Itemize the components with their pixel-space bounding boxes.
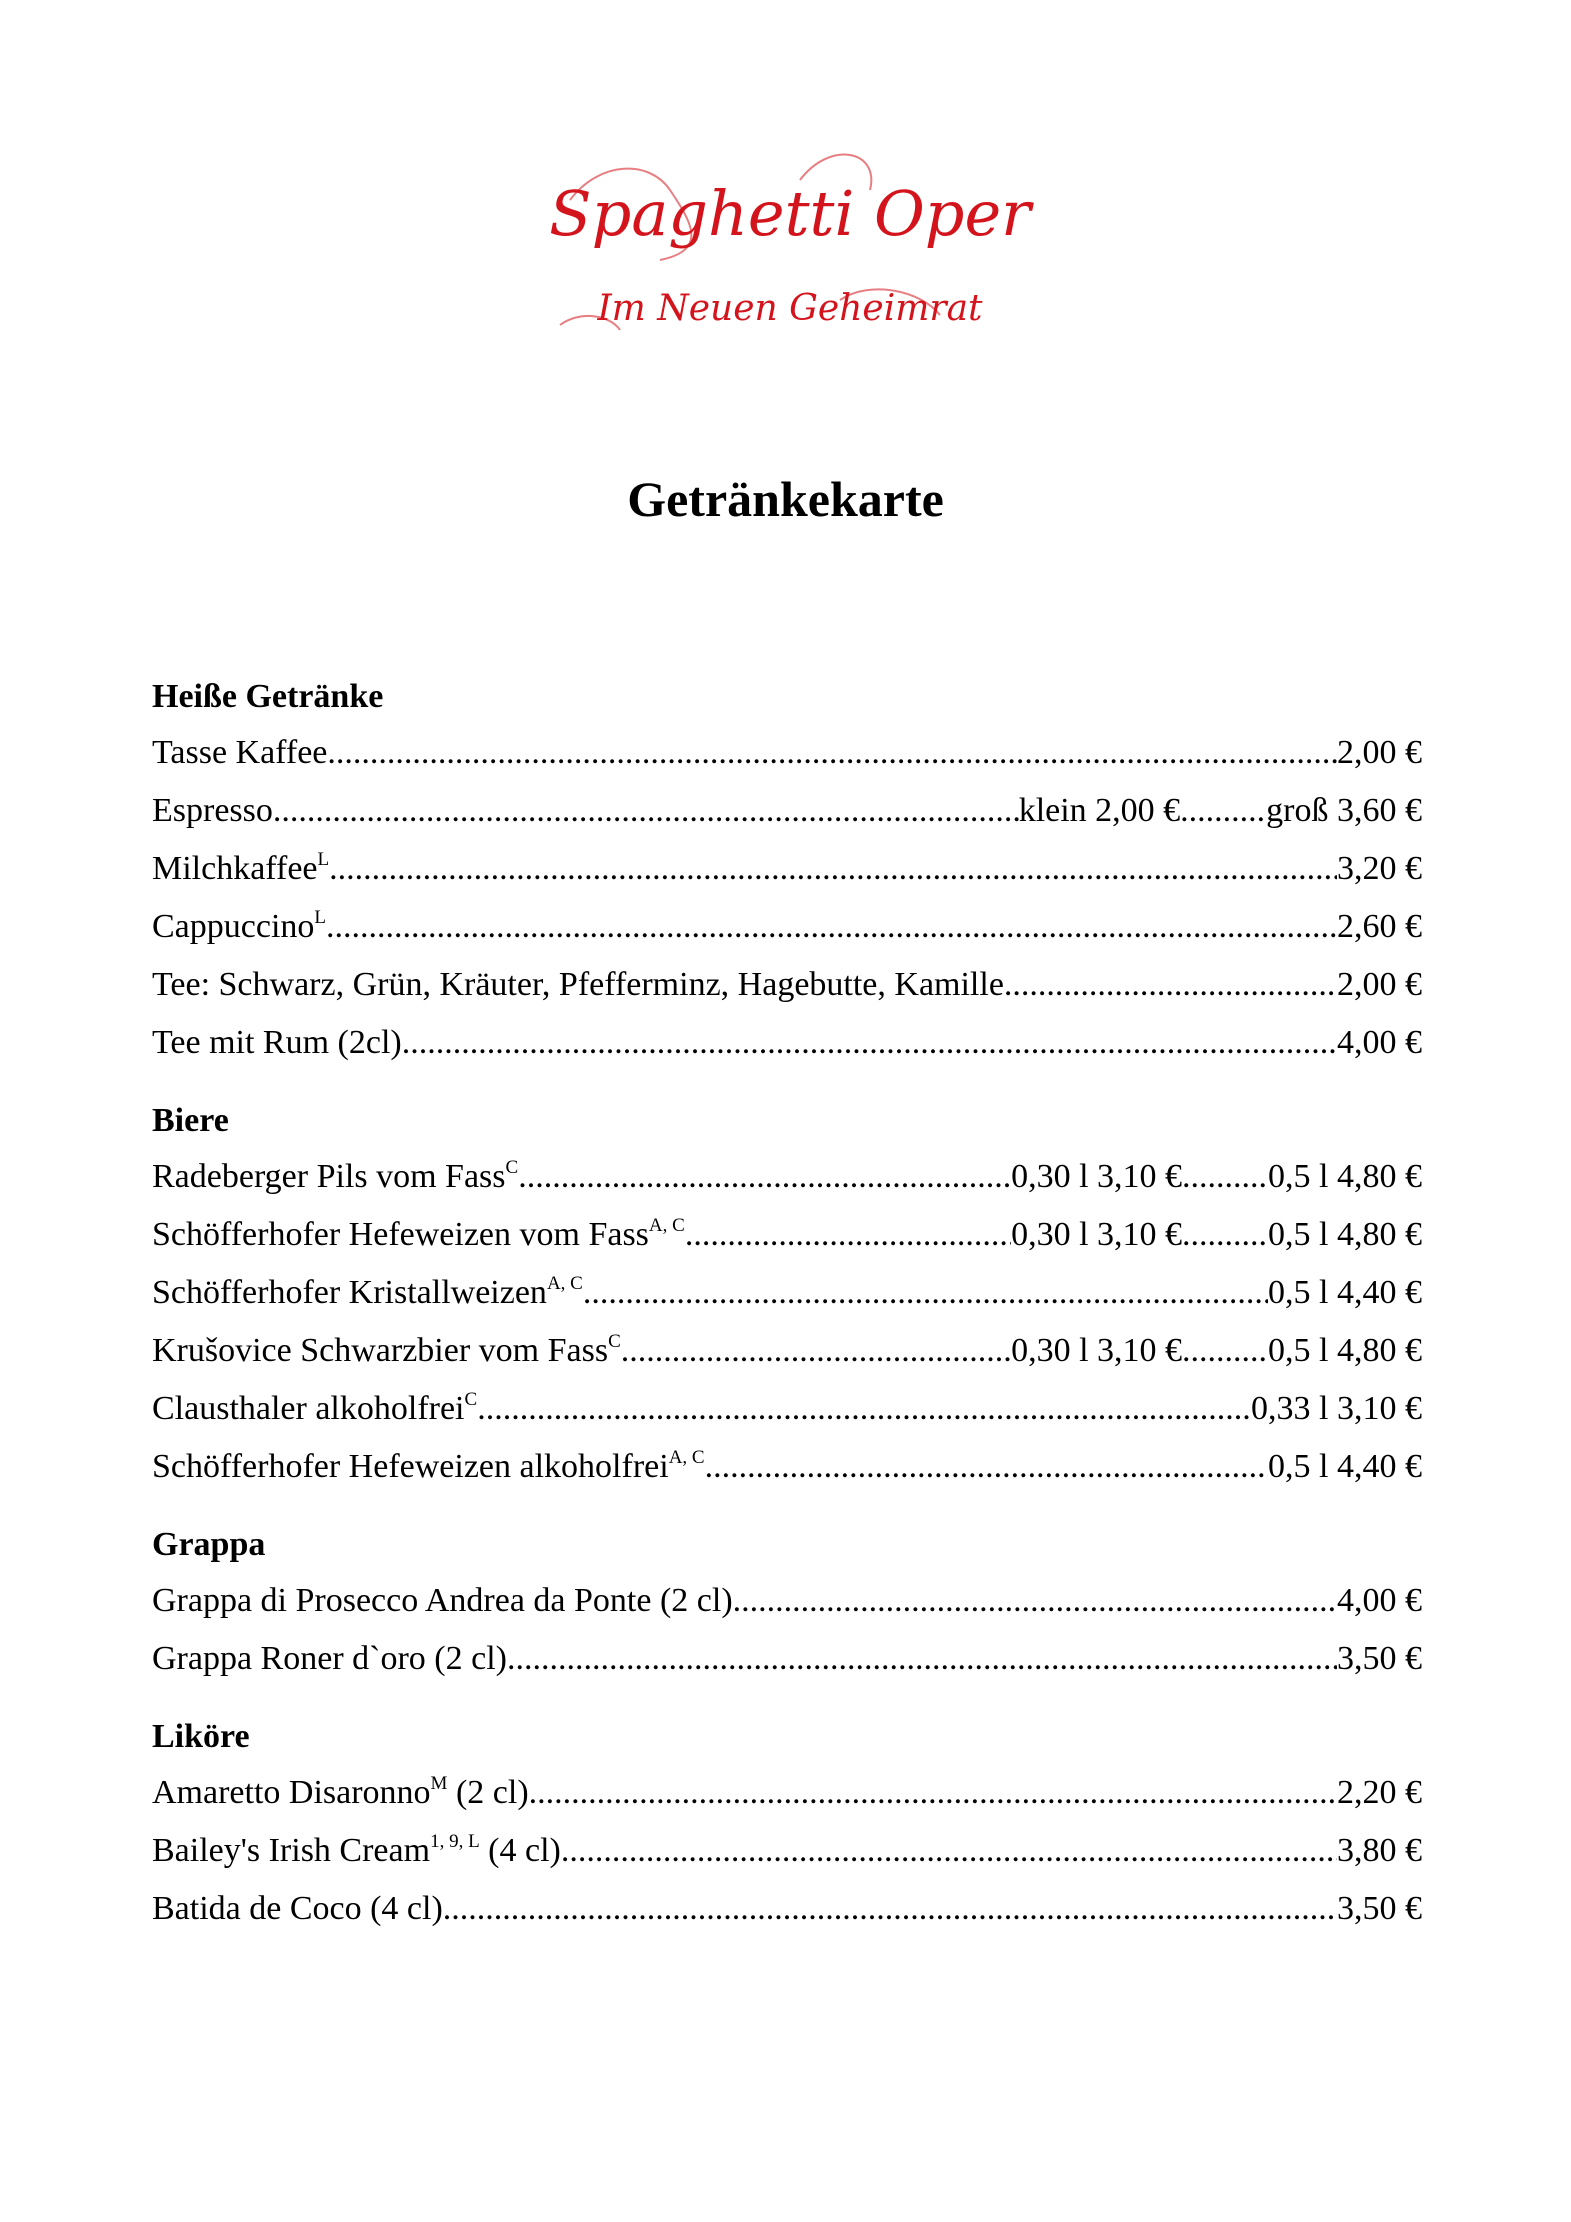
- dot-leader: [518, 1148, 1011, 1206]
- dot-leader: [477, 1380, 1251, 1438]
- item-note: (4 cl): [479, 1832, 561, 1869]
- section-title: Heiße Getränke: [152, 678, 384, 715]
- item-price: 2,60 €: [1337, 908, 1422, 945]
- item-price: 4,00 €: [1337, 1024, 1422, 1061]
- dot-leader: [273, 782, 1019, 840]
- item-name-text: Batida de Coco (4 cl): [152, 1890, 443, 1927]
- menu-item: [152, 1380, 1422, 1438]
- dot-leader: [1180, 782, 1266, 840]
- dot-leader: [1182, 1148, 1268, 1206]
- item-price: 0,5 l 4,40 €: [1268, 1448, 1422, 1485]
- item-price: 2,20 €: [1337, 1774, 1422, 1811]
- item-name: [152, 1764, 529, 1822]
- item-price: 0,5 l 4,80 €: [1268, 1216, 1422, 1253]
- logo-graphic: [540, 140, 1040, 360]
- item-name-text: Cappuccino: [152, 908, 315, 945]
- item-name: [152, 1438, 705, 1496]
- item-name: [152, 1264, 583, 1322]
- logo: [540, 140, 1040, 360]
- item-price: groß 3,60 €: [1266, 792, 1422, 829]
- item-price: 0,33 l 3,10 €: [1251, 1390, 1422, 1427]
- item-price: 3,20 €: [1337, 850, 1422, 887]
- dot-leader: [326, 898, 1337, 956]
- item-price: 2,00 €: [1337, 966, 1422, 1003]
- allergen-code: C: [505, 1157, 519, 1178]
- logo-line-2: Im Neuen Geheimrat: [597, 288, 983, 329]
- dot-leader: [529, 1764, 1337, 1822]
- item-price-small: 0,30 l 3,10 €: [1011, 1332, 1183, 1369]
- allergen-code: C: [608, 1331, 621, 1352]
- item-price: 3,80 €: [1337, 1832, 1422, 1869]
- dot-leader: [443, 1880, 1337, 1938]
- menu-section: [152, 1518, 1422, 1688]
- item-price: 3,50 €: [1337, 1640, 1422, 1677]
- menu-item: [152, 1630, 1422, 1688]
- menu-item: [152, 782, 1422, 840]
- dot-leader: [1004, 956, 1337, 1014]
- item-name-text: Amaretto Disaronno: [152, 1774, 431, 1811]
- dot-leader: [402, 1014, 1337, 1072]
- item-price: 4,00 €: [1337, 1582, 1422, 1619]
- allergen-code: A, C: [648, 1215, 685, 1236]
- item-name: [152, 840, 329, 898]
- dot-leader: [1182, 1322, 1268, 1380]
- menu-item: [152, 840, 1422, 898]
- allergen-code: C: [464, 1389, 478, 1410]
- item-name: [152, 1822, 561, 1880]
- item-price: 0,5 l 4,40 €: [1268, 1274, 1422, 1311]
- menu-item: [152, 724, 1422, 782]
- item-name: [152, 956, 1004, 1014]
- item-name-text: Tee mit Rum (2cl): [152, 1024, 402, 1061]
- item-name-text: Tasse Kaffee: [152, 734, 328, 771]
- section-title: Biere: [152, 1102, 229, 1139]
- dot-leader: [583, 1264, 1268, 1322]
- item-name-text: Krušovice Schwarzbier vom Fass: [152, 1332, 609, 1369]
- item-price-small: 0,30 l 3,10 €: [1011, 1216, 1183, 1253]
- menu-item: [152, 1822, 1422, 1880]
- dot-leader: [561, 1822, 1337, 1880]
- allergen-code: A, C: [546, 1273, 583, 1294]
- menu-section: [152, 1710, 1422, 1938]
- section-title: Liköre: [152, 1718, 250, 1755]
- allergen-code: L: [317, 849, 330, 870]
- dot-leader: [327, 724, 1337, 782]
- menu-item: [152, 1438, 1422, 1496]
- menu-item: [152, 1880, 1422, 1938]
- allergen-code: A, C: [668, 1447, 705, 1468]
- item-name-text: Grappa di Prosecco Andrea da Ponte (2 cl): [152, 1582, 733, 1619]
- item-name: [152, 1880, 443, 1938]
- item-name: [152, 724, 327, 782]
- dot-leader: [685, 1206, 1011, 1264]
- item-name: [152, 1014, 402, 1072]
- item-price: 3,50 €: [1337, 1890, 1422, 1927]
- dot-leader: [1182, 1206, 1268, 1264]
- item-name: [152, 1572, 733, 1630]
- menu-item: [152, 1148, 1422, 1206]
- logo-line-1: Spaghetti Oper: [549, 177, 1031, 250]
- item-name-text: Schöfferhofer Kristallweizen: [152, 1274, 547, 1311]
- item-name-text: Grappa Roner d`oro (2 cl): [152, 1640, 507, 1677]
- page-title: Getränkekarte: [627, 471, 944, 527]
- allergen-code: 1, 9, L: [430, 1831, 480, 1852]
- menu-section: [152, 670, 1422, 1072]
- item-price: 0,5 l 4,80 €: [1268, 1332, 1422, 1369]
- dot-leader: [705, 1438, 1268, 1496]
- item-name: [152, 1206, 685, 1264]
- item-name-text: Schöfferhofer Hefeweizen vom Fass: [152, 1216, 649, 1253]
- item-name-text: Bailey's Irish Cream: [152, 1832, 431, 1869]
- dot-leader: [621, 1322, 1011, 1380]
- menu-item: [152, 898, 1422, 956]
- item-price: 0,5 l 4,80 €: [1268, 1158, 1422, 1195]
- menu-item: [152, 1764, 1422, 1822]
- item-name-text: Espresso: [152, 792, 273, 829]
- dot-leader: [733, 1572, 1337, 1630]
- section-title: Grappa: [152, 1526, 266, 1563]
- item-name: [152, 782, 273, 840]
- dot-leader: [329, 840, 1337, 898]
- item-price: 2,00 €: [1337, 734, 1422, 771]
- item-price-small: klein 2,00 €: [1018, 792, 1181, 829]
- item-name: [152, 1630, 507, 1688]
- menu-item: [152, 1206, 1422, 1264]
- item-name-text: Radeberger Pils vom Fass: [152, 1158, 506, 1195]
- item-name: [152, 1380, 477, 1438]
- allergen-code: L: [314, 907, 327, 928]
- item-name: [152, 1148, 518, 1206]
- menu-item: [152, 956, 1422, 1014]
- item-name-text: Clausthaler alkoholfrei: [152, 1390, 465, 1427]
- item-name-text: Tee: Schwarz, Grün, Kräuter, Pfefferminz, Hagebutte, Kamille: [152, 966, 1004, 1003]
- item-name-text: Schöfferhofer Hefeweizen alkoholfrei: [152, 1448, 669, 1485]
- dot-leader: [507, 1630, 1337, 1688]
- menu-section: [152, 1094, 1422, 1496]
- menu-item: [152, 1572, 1422, 1630]
- item-name-text: Milchkaffee: [152, 850, 318, 887]
- drinks-menu: [152, 670, 1422, 1960]
- allergen-code: M: [430, 1773, 448, 1794]
- item-price-small: 0,30 l 3,10 €: [1011, 1158, 1183, 1195]
- menu-item: [152, 1264, 1422, 1322]
- menu-item: [152, 1014, 1422, 1072]
- menu-item: [152, 1322, 1422, 1380]
- item-name: [152, 898, 326, 956]
- item-note: (2 cl): [447, 1774, 529, 1811]
- item-name: [152, 1322, 621, 1380]
